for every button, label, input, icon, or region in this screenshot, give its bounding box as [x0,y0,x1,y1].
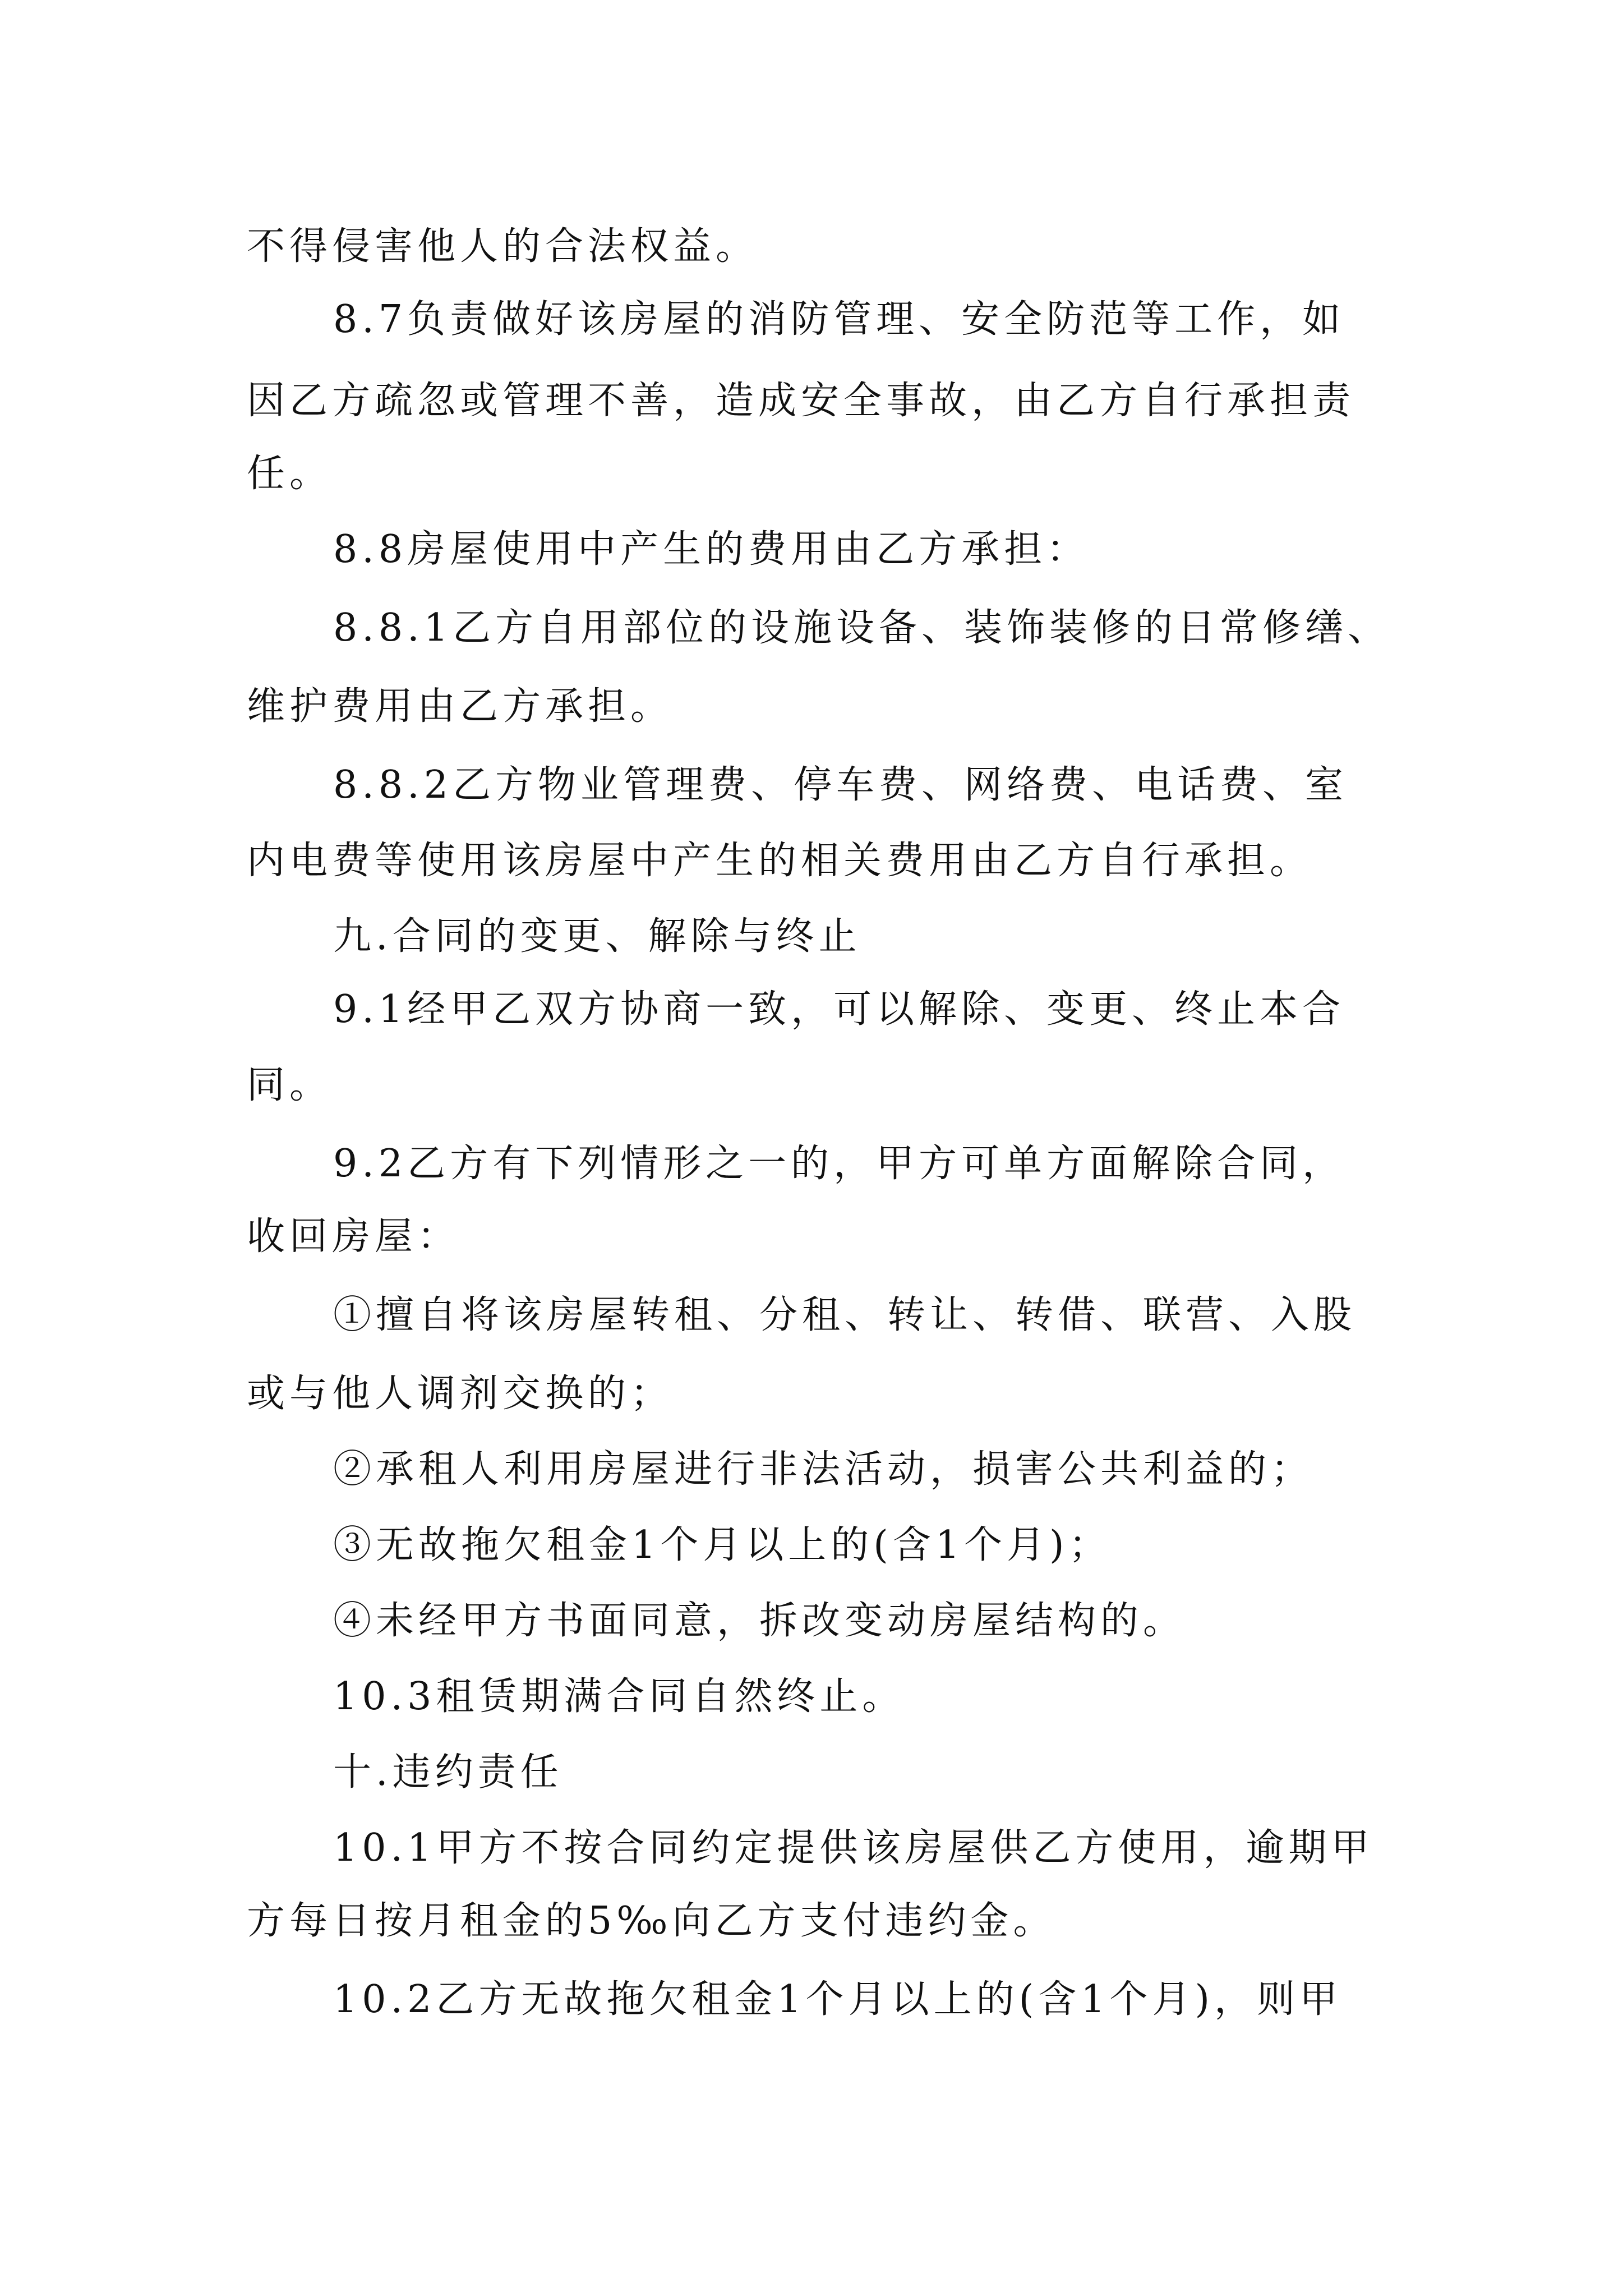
text-line: 8.8.1乙方自用部位的设施设备、装饰装修的日常修缮、 [333,606,1391,650]
text-line: ①擅自将该房屋转租、分租、转让、转借、联营、入股 [333,1293,1357,1337]
text-line: 方每日按月租金的5‰向乙方支付违约金。 [247,1899,1056,1943]
text-line: 内电费等使用该房屋中产生的相关费用由乙方自行承担。 [247,839,1313,883]
text-line: 10.1甲方不按合同约定提供该房屋供乙方使用，逾期甲 [333,1826,1374,1870]
text-line: ④未经甲方书面同意，拆改变动房屋结构的。 [333,1599,1186,1643]
text-line: 8.8房屋使用中产生的费用由乙方承担： [333,527,1090,572]
text-line: 同。 [247,1063,333,1107]
text-line: 9.1经甲乙双方协商一致，可以解除、变更、终止本合 [333,987,1345,1032]
text-line: 8.7负责做好该房屋的消防管理、安全防范等工作，如 [333,297,1345,342]
text-line: 9.2乙方有下列情形之一的，甲方可单方面解除合同， [333,1142,1345,1186]
section-heading: 十.违约责任 [333,1750,563,1795]
text-line: ③无故拖欠租金1个月以上的(含1个月)； [333,1523,1112,1567]
text-line: 不得侵害他人的合法权益。 [247,224,759,269]
text-line: 因乙方疏忽或管理不善，造成安全事故，由乙方自行承担责 [247,379,1355,423]
text-line: 10.3租赁期满合同自然终止。 [333,1674,905,1719]
text-line: 收回房屋： [247,1214,460,1259]
text-line: 维护费用由乙方承担。 [247,684,674,729]
text-line: ②承租人利用房屋进行非法活动，损害公共利益的； [333,1447,1314,1492]
text-line: 8.8.2乙方物业管理费、停车费、网络费、电话费、室 [333,763,1348,807]
section-heading: 九.合同的变更、解除与终止 [333,914,861,959]
text-line: 10.2乙方无故拖欠租金1个月以上的(含1个月)，则甲 [333,1977,1342,2022]
text-line: 或与他人调剂交换的； [247,1372,674,1416]
text-line: 任。 [247,452,333,496]
